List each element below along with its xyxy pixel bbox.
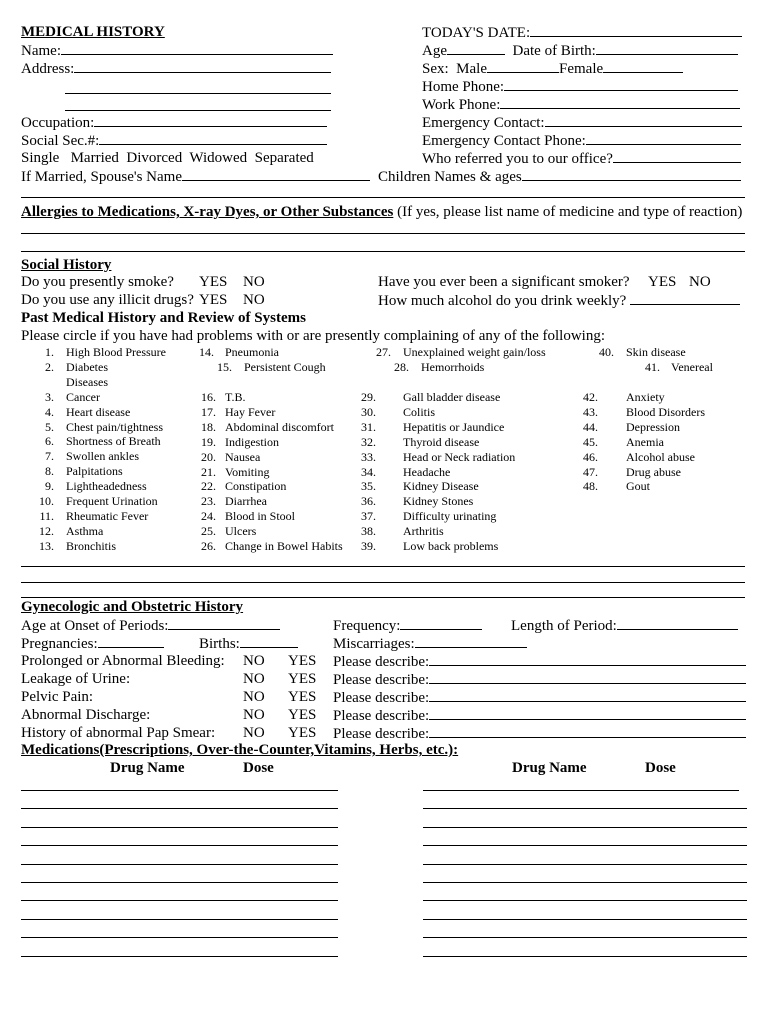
allergies-heading: Allergies to Medications, X-ray Dyes, or Other Substances (If yes, please list name of medicine and type of reaction)	[21, 204, 743, 220]
medication-entry-line[interactable]	[21, 882, 338, 883]
condition-number: 4.	[45, 404, 54, 419]
condition-number: 23.	[201, 494, 216, 509]
medications-heading: Medications(Prescriptions, Over-the-Counter,Vitamins, Herbs, etc.):	[21, 742, 459, 758]
medication-entry-line[interactable]	[423, 900, 747, 901]
emergency-phone-field[interactable]: Emergency Contact Phone:	[422, 131, 741, 150]
condition-number: 14.	[199, 345, 214, 359]
condition-number: 11.	[39, 508, 54, 523]
smoke-question: Do you presently smoke?	[21, 274, 174, 290]
pmh-notes-line[interactable]	[21, 582, 745, 583]
gyn-yes-option[interactable]: YES	[288, 689, 317, 705]
condition-item[interactable]: Kidney Stones	[403, 494, 474, 509]
condition-number: 7.	[45, 449, 54, 464]
sig-smoker-yes-option[interactable]: YES	[648, 274, 677, 290]
condition-number: 31.	[361, 419, 376, 434]
condition-number: 18.	[201, 419, 216, 434]
occupation-field[interactable]: Occupation:	[21, 113, 327, 132]
condition-item[interactable]: Heart disease	[66, 404, 131, 419]
condition-item[interactable]: Blood Disorders	[626, 404, 705, 419]
condition-item[interactable]: Lightheadedness	[66, 479, 147, 494]
gyn-describe-field[interactable]	[333, 706, 746, 725]
condition-item[interactable]: Change in Bowel Habits	[225, 539, 343, 553]
miscarriages-field[interactable]: Miscarriages:	[333, 634, 527, 653]
condition-number: 17.	[201, 404, 216, 419]
condition-item[interactable]: Rheumatic Fever	[66, 508, 149, 523]
condition-number: 34.	[361, 464, 376, 479]
frequency-field[interactable]: Frequency:	[333, 616, 482, 635]
condition-item[interactable]: Hay Fever	[225, 404, 276, 419]
condition-number: 20.	[201, 449, 216, 464]
form-title: MEDICAL HISTORY	[21, 24, 165, 40]
address-line-3[interactable]	[65, 110, 331, 111]
gyn-yes-option[interactable]: YES	[288, 653, 317, 669]
condition-number: 35.	[361, 479, 376, 494]
condition-item[interactable]: Arthritis	[403, 524, 444, 539]
condition-number: 5.	[45, 419, 54, 434]
condition-number: 27.	[376, 345, 391, 359]
pregnancies-field[interactable]: Pregnancies:	[21, 634, 164, 653]
address-field[interactable]: Address:	[21, 59, 331, 78]
emergency-contact-field[interactable]: Emergency Contact:	[422, 113, 742, 132]
condition-item[interactable]: Anxiety	[626, 390, 665, 404]
condition-number: 26.	[201, 539, 216, 553]
condition-item[interactable]: Headache	[403, 464, 451, 479]
medication-entry-line[interactable]	[21, 827, 338, 828]
condition-item[interactable]: Hepatitis or Jaundice	[403, 419, 505, 434]
condition-number: 46.	[583, 449, 598, 464]
condition-item[interactable]: Gall bladder disease	[403, 390, 501, 404]
condition-number: 41.	[645, 360, 660, 374]
gyn-question-label: Abnormal Discharge:	[21, 707, 151, 723]
medication-entry-line[interactable]	[423, 919, 747, 920]
medication-entry-line[interactable]	[423, 937, 747, 938]
condition-number: 29.	[361, 390, 376, 404]
spouse-name-field[interactable]: If Married, Spouse's Name	[21, 167, 370, 186]
condition-number: 10.	[39, 494, 54, 508]
condition-number: 44.	[583, 419, 598, 434]
medication-entry-line[interactable]	[423, 864, 747, 865]
condition-item[interactable]: Frequent Urination	[66, 494, 158, 508]
smoke-no-option[interactable]: NO	[243, 274, 265, 290]
sig-smoker-no-option[interactable]: NO	[689, 274, 711, 290]
births-field[interactable]: Births:	[199, 634, 298, 653]
medication-entry-line[interactable]	[423, 827, 747, 828]
medication-entry-line[interactable]	[21, 937, 338, 938]
gyn-yes-option[interactable]: YES	[288, 671, 317, 687]
describe-blank[interactable]	[429, 706, 746, 720]
gyn-no-option[interactable]: NO	[243, 653, 265, 669]
condition-item[interactable]: Diseases	[66, 374, 108, 389]
name-field[interactable]: Name:	[21, 41, 333, 60]
medication-entry-line[interactable]	[21, 919, 338, 920]
condition-item[interactable]: Skin disease	[626, 345, 686, 359]
condition-item[interactable]: Anemia	[626, 434, 664, 449]
dose-header-left: Dose	[243, 760, 274, 776]
gyn-no-option[interactable]: NO	[243, 671, 265, 687]
condition-number: 45.	[583, 434, 598, 449]
condition-item[interactable]: Vomiting	[225, 464, 270, 479]
condition-item[interactable]: Chest pain/tightness	[66, 419, 163, 434]
gyn-question-label: Prolonged or Abnormal Bleeding:	[21, 653, 225, 669]
condition-item[interactable]: Low back problems	[403, 539, 499, 553]
condition-number: 32.	[361, 434, 376, 449]
pmh-notes-line[interactable]	[21, 566, 745, 567]
marital-status-options[interactable]: Single Married Divorced Widowed Separated	[21, 150, 314, 166]
condition-item[interactable]: Palpitations	[66, 464, 123, 479]
condition-item[interactable]: Ulcers	[225, 524, 257, 539]
pmh-instruction: Please circle if you have had problems with or are presently complaining of any of the following:	[21, 328, 605, 344]
condition-number: 36.	[361, 494, 376, 509]
todays-date-field[interactable]: TODAY'S DATE:	[422, 23, 742, 42]
condition-number: 9.	[45, 479, 54, 494]
gyn-question-label: Pelvic Pain:	[21, 689, 94, 705]
condition-item[interactable]: Blood in Stool	[225, 509, 296, 524]
condition-item[interactable]: Unexplained weight gain/loss	[403, 345, 546, 359]
condition-item[interactable]: Thyroid disease	[403, 434, 480, 449]
onset-field[interactable]: Age at Onset of Periods:	[21, 616, 280, 635]
describe-label: Please describe:	[333, 672, 430, 688]
condition-number: 33.	[361, 449, 376, 464]
condition-item[interactable]: Diarrhea	[225, 494, 267, 509]
age-dob-field[interactable]: Age Date of Birth:	[422, 41, 738, 60]
condition-item[interactable]: Swollen ankles	[66, 449, 139, 464]
medication-entry-line[interactable]	[423, 882, 747, 883]
condition-item[interactable]: Drug abuse	[626, 464, 681, 479]
social-history-heading: Social History	[21, 257, 112, 273]
condition-item[interactable]: Alcohol abuse	[626, 449, 695, 464]
work-phone-field[interactable]: Work Phone:	[422, 95, 740, 114]
condition-number: 28.	[394, 360, 409, 374]
medication-entry-line[interactable]	[423, 845, 747, 846]
condition-number: 8.	[45, 464, 54, 479]
condition-item[interactable]: Nausea	[225, 449, 261, 464]
divider-line[interactable]	[21, 197, 745, 198]
condition-number: 42.	[583, 390, 598, 404]
medication-entry-line[interactable]	[423, 808, 747, 809]
condition-item[interactable]: Hemorrhoids	[421, 360, 485, 374]
medication-entry-line[interactable]	[423, 956, 747, 957]
condition-item[interactable]: Colitis	[403, 404, 436, 419]
gyn-describe-field[interactable]	[333, 652, 746, 671]
condition-number: 2.	[45, 359, 54, 374]
condition-number: 22.	[201, 479, 216, 494]
drug-name-header-left: Drug Name	[110, 760, 185, 776]
home-phone-field[interactable]: Home Phone:	[422, 77, 738, 96]
condition-number: 48.	[583, 479, 598, 494]
condition-number: 16.	[201, 390, 216, 404]
medication-entry-line[interactable]	[21, 790, 338, 791]
condition-item[interactable]: Depression	[626, 419, 680, 434]
drugs-yes-option[interactable]: YES	[199, 292, 228, 308]
describe-blank[interactable]	[429, 688, 746, 702]
condition-number: 30.	[361, 404, 376, 419]
smoke-yes-option[interactable]: YES	[199, 274, 228, 290]
condition-number: 47.	[583, 464, 598, 479]
medication-entry-line[interactable]	[21, 956, 338, 957]
condition-item[interactable]: T.B.	[225, 390, 246, 404]
period-length-field[interactable]: Length of Period:	[511, 616, 738, 635]
describe-label: Please describe:	[333, 708, 430, 724]
condition-item[interactable]: Persistent Cough	[244, 360, 326, 374]
condition-number: 38.	[361, 524, 376, 539]
gyn-question-label: History of abnormal Pap Smear:	[21, 725, 216, 741]
condition-number: 24.	[201, 509, 216, 524]
pmh-heading: Past Medical History and Review of Systems	[21, 310, 306, 326]
alcohol-field[interactable]: How much alcohol do you drink weekly?	[378, 291, 740, 310]
gyn-yes-option[interactable]: YES	[288, 725, 317, 741]
condition-number: 25.	[201, 524, 216, 539]
condition-item[interactable]: Bronchitis	[66, 538, 116, 553]
condition-number: 1.	[45, 345, 54, 359]
medication-entry-line[interactable]	[21, 845, 338, 846]
describe-label: Please describe:	[333, 690, 430, 706]
medication-entry-line[interactable]	[423, 790, 739, 791]
condition-item[interactable]: High Blood Pressure	[66, 345, 166, 359]
children-field[interactable]: Children Names & ages	[378, 167, 741, 186]
condition-item[interactable]: Pneumonia	[225, 345, 279, 359]
condition-item[interactable]: Abdominal discomfort	[225, 419, 334, 434]
condition-item[interactable]: Shortness of Breath	[66, 434, 161, 449]
condition-item[interactable]: Gout	[626, 479, 650, 494]
condition-number: 37.	[361, 509, 376, 524]
drugs-no-option[interactable]: NO	[243, 292, 265, 308]
allergies-line[interactable]	[21, 251, 745, 252]
condition-number: 19.	[201, 434, 216, 449]
gyn-question-label: Leakage of Urine:	[21, 671, 131, 687]
condition-number: 15.	[217, 360, 232, 374]
condition-item[interactable]: Head or Neck radiation	[403, 449, 516, 464]
allergies-line[interactable]	[21, 233, 745, 234]
condition-item[interactable]: Venereal	[671, 360, 713, 374]
drug-name-header-right: Drug Name	[512, 760, 587, 776]
gyn-no-option[interactable]: NO	[243, 707, 265, 723]
medication-entry-line[interactable]	[21, 900, 338, 901]
condition-number: 21.	[201, 464, 216, 479]
condition-number: 39.	[361, 539, 376, 553]
medication-entry-line[interactable]	[21, 808, 338, 809]
dose-header-right: Dose	[645, 760, 676, 776]
describe-label: Please describe:	[333, 726, 430, 742]
sex-field[interactable]: Sex: Male Female	[422, 59, 683, 78]
condition-number: 40.	[599, 345, 614, 359]
gyn-describe-field[interactable]	[333, 688, 746, 707]
describe-label: Please describe:	[333, 654, 430, 670]
address-line-2[interactable]	[65, 93, 331, 94]
condition-number: 43.	[583, 404, 598, 419]
referred-by-field[interactable]: Who referred you to our office?	[422, 149, 741, 168]
condition-item[interactable]: Kidney Disease	[403, 479, 479, 494]
describe-blank[interactable]	[429, 724, 746, 738]
gyn-no-option[interactable]: NO	[243, 725, 265, 741]
gyn-no-option[interactable]: NO	[243, 689, 265, 705]
gyn-yes-option[interactable]: YES	[288, 707, 317, 723]
condition-number: 3.	[45, 389, 54, 404]
gyn-describe-field[interactable]	[333, 670, 746, 689]
drugs-question: Do you use any illicit drugs?	[21, 292, 194, 308]
condition-item[interactable]: Asthma	[66, 523, 104, 538]
condition-item[interactable]: Difficulty urinating	[403, 509, 497, 524]
medication-entry-line[interactable]	[21, 864, 338, 865]
significant-smoker-question: Have you ever been a significant smoker?	[378, 274, 630, 290]
condition-number: 12.	[39, 523, 54, 538]
condition-item[interactable]: Cancer	[66, 389, 100, 404]
condition-number: 13.	[39, 538, 54, 553]
condition-item[interactable]: Constipation	[225, 479, 287, 494]
describe-blank[interactable]	[429, 652, 746, 666]
condition-item[interactable]: Indigestion	[225, 434, 279, 449]
condition-item[interactable]: Diabetes	[66, 359, 108, 374]
describe-blank[interactable]	[429, 670, 746, 684]
gyn-heading: Gynecologic and Obstetric History	[21, 599, 244, 615]
condition-number: 6.	[45, 434, 54, 449]
ssn-field[interactable]: Social Sec.#:	[21, 131, 327, 150]
